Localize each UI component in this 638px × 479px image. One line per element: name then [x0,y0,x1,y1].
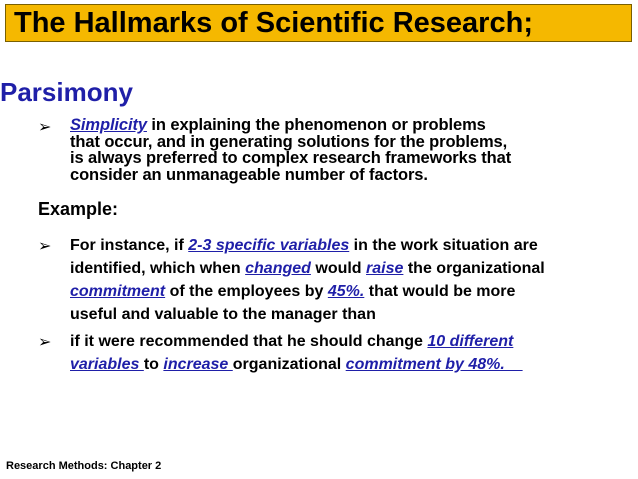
parsimony-definition: Simplicity in explaining the phenomenon or problems that occur, and in generating solutions for the problems, is always preferred to complex research frameworks that consider an unmanageable number of factors. [70,116,512,184]
highlight-term: 45%. [327,283,365,300]
highlight-term: 2-3 specific variables [188,237,350,254]
bullet-arrow-icon: ➢ [38,334,52,351]
highlight-term: 10 different [427,333,514,350]
highlight-term: raise [366,260,404,277]
slide-title-bar [5,4,632,42]
highlight-term: commitment by 48%. [345,356,523,373]
slide-title: The Hallmarks of Scientific Research; [14,7,533,39]
example-paragraph-2: if it were recommended that he should change 10 different variables to increase organizational commitment by 48%. [70,333,523,373]
simplicity-term: Simplicity [70,116,147,134]
bullet-arrow-icon: ➢ [38,238,52,255]
section-heading: Parsimony [0,77,133,107]
bullet-arrow-icon: ➢ [38,119,52,136]
highlight-term: commitment [70,283,166,300]
example-label: Example: [38,199,119,219]
highlight-term: variables [70,356,144,373]
highlight-term: increase [163,356,233,373]
highlight-term: changed [245,260,311,277]
slide-footer: Research Methods: Chapter 2 [6,460,162,472]
example-paragraph-1: For instance, if 2-3 specific variables in the work situation are identified, which when changed would raise the organizational commitment of the employees by 45%. that would be more useful and valuable to the manager than [70,237,545,323]
